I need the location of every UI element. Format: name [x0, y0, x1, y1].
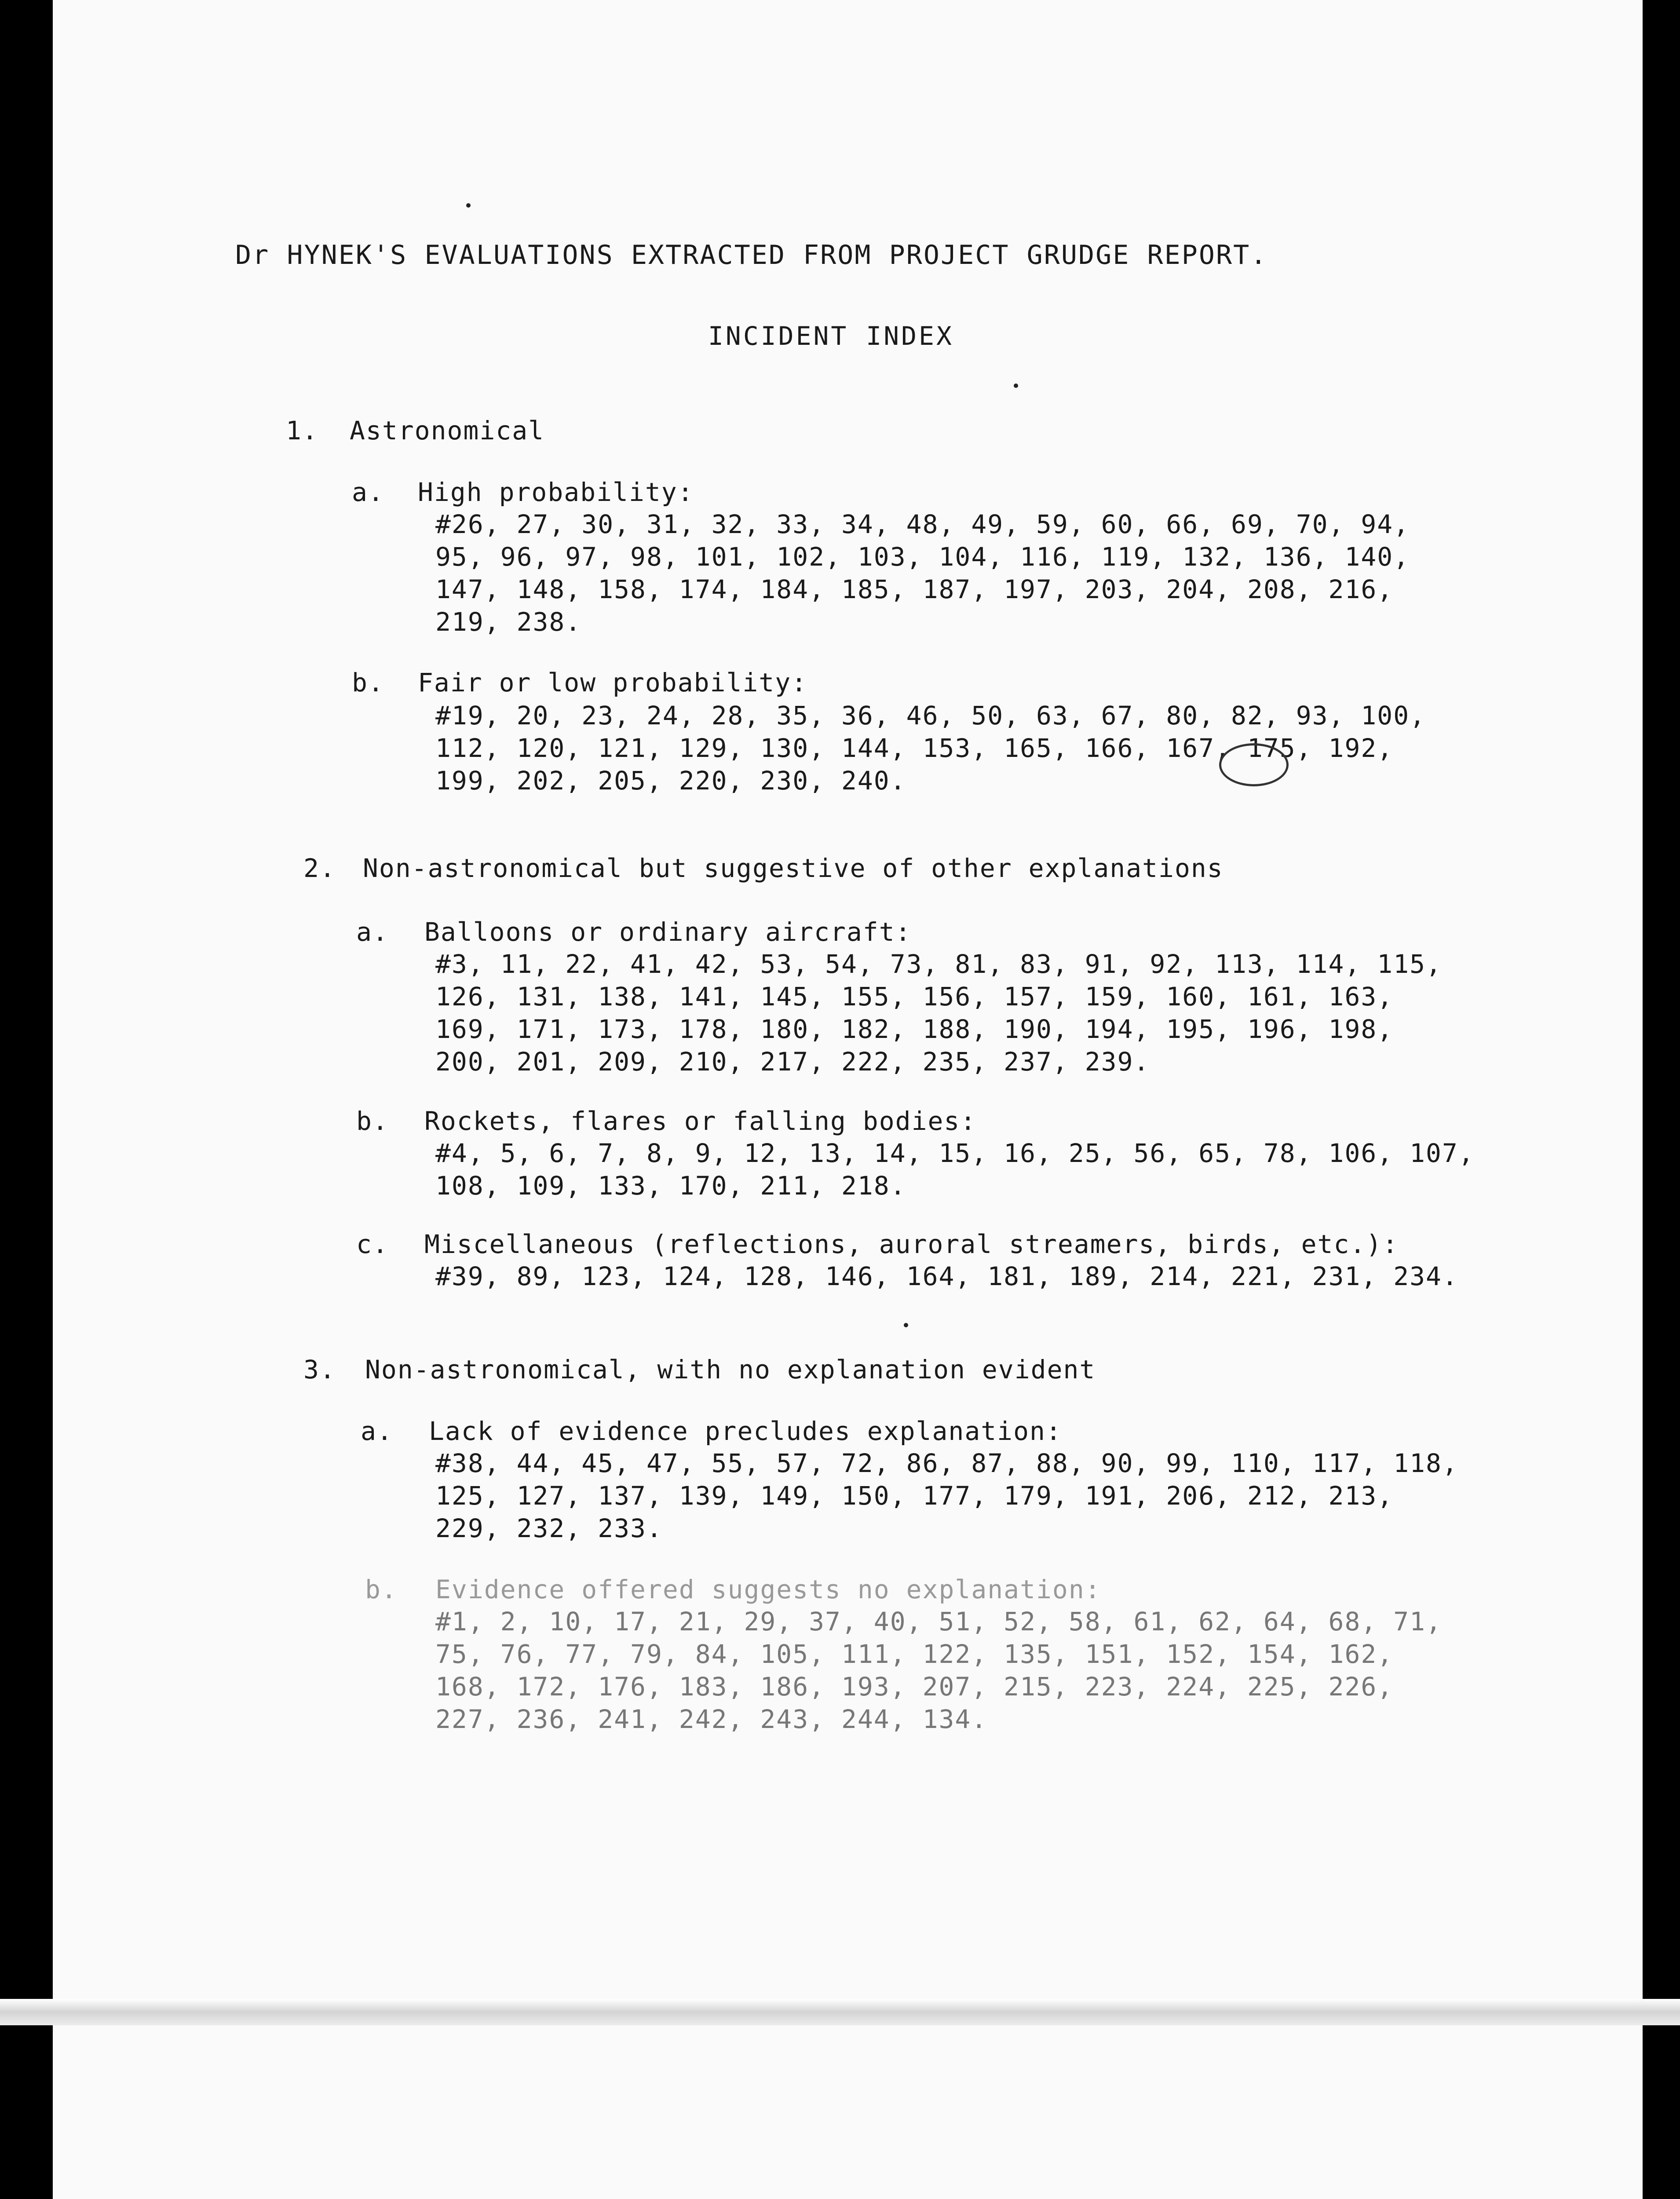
incident-list-line: 108, 109, 133, 170, 211, 218.	[435, 1171, 906, 1201]
incident-list-line: 168, 172, 176, 183, 186, 193, 207, 215, 223, 224, 225, 226,	[435, 1672, 1394, 1702]
incident-list-line: #1, 2, 10, 17, 21, 29, 37, 40, 51, 52, 58, 61, 62, 64, 68, 71,	[435, 1607, 1442, 1636]
incident-list-line: 147, 148, 158, 174, 184, 185, 187, 197, 203, 204, 208, 216,	[435, 574, 1394, 604]
section-3b-label: Evidence offered suggests no explanation:	[435, 1574, 1101, 1604]
scan-border	[1643, 0, 1680, 2199]
hand-drawn-circle-mark	[1219, 743, 1289, 786]
incident-list-line: #19, 20, 23, 24, 28, 35, 36, 46, 50, 63, 67, 80, 82, 93, 100,	[435, 701, 1426, 731]
section-3a-letter: a.	[361, 1416, 393, 1446]
section-1b-letter: b.	[352, 668, 384, 698]
section-2-number: 2.	[303, 853, 336, 883]
incident-list-line: 126, 131, 138, 141, 145, 155, 156, 157, 159, 160, 161, 163,	[435, 982, 1394, 1012]
section-2b-letter: b.	[356, 1106, 389, 1136]
incident-list-line: #26, 27, 30, 31, 32, 33, 34, 48, 49, 59, 60, 66, 69, 70, 94,	[435, 509, 1410, 539]
incident-list-line: 75, 76, 77, 79, 84, 105, 111, 122, 135, 151, 152, 154, 162,	[435, 1639, 1394, 1669]
section-2-heading: Non-astronomical but suggestive of other explanations	[363, 853, 1223, 883]
incident-list-line: 169, 171, 173, 178, 180, 182, 188, 190, 194, 195, 196, 198,	[435, 1014, 1394, 1044]
section-3-heading: Non-astronomical, with no explanation evident	[365, 1355, 1096, 1384]
section-1-heading: Astronomical	[350, 416, 545, 446]
document-subtitle: INCIDENT INDEX	[708, 321, 954, 351]
incident-list-line: 200, 201, 209, 210, 217, 222, 235, 237, 239.	[435, 1047, 1150, 1077]
section-2a-letter: a.	[356, 917, 389, 947]
incident-list-line: 125, 127, 137, 139, 149, 150, 177, 179, 191, 206, 212, 213,	[435, 1481, 1394, 1511]
scan-fold-band	[0, 1999, 1680, 2025]
section-2c-letter: c.	[356, 1229, 389, 1259]
section-1a-label: High probability:	[418, 477, 694, 507]
section-1a-letter: a.	[352, 477, 384, 507]
incident-list-line: #38, 44, 45, 47, 55, 57, 72, 86, 87, 88, 90, 99, 110, 117, 118,	[435, 1448, 1458, 1478]
incident-list-line: 95, 96, 97, 98, 101, 102, 103, 104, 116, 119, 132, 136, 140,	[435, 542, 1410, 572]
section-3-number: 3.	[303, 1355, 336, 1384]
scan-speck	[1014, 384, 1018, 388]
scan-speck	[904, 1323, 908, 1327]
incident-list-line: #4, 5, 6, 7, 8, 9, 12, 13, 14, 15, 16, 25, 56, 65, 78, 106, 107,	[435, 1138, 1475, 1168]
section-1b-label: Fair or low probability:	[418, 668, 808, 698]
section-2b-label: Rockets, flares or falling bodies:	[424, 1106, 977, 1136]
incident-list-line: #3, 11, 22, 41, 42, 53, 54, 73, 81, 83, 91, 92, 113, 114, 115,	[435, 949, 1442, 979]
scan-speck	[466, 203, 471, 208]
incident-list-line: 199, 202, 205, 220, 230, 240.	[435, 766, 906, 796]
section-3b-letter: b.	[365, 1574, 398, 1604]
section-1-number: 1.	[286, 416, 318, 446]
incident-list-line: 112, 120, 121, 129, 130, 144, 153, 165, 166, 167, 175, 192,	[435, 733, 1394, 763]
section-3a-label: Lack of evidence precludes explanation:	[429, 1416, 1062, 1446]
section-2a-label: Balloons or ordinary aircraft:	[424, 917, 912, 947]
section-2c-label: Miscellaneous (reflections, auroral streamers, birds, etc.):	[424, 1229, 1399, 1259]
incident-list-line: 219, 238.	[435, 607, 582, 637]
document-title: Dr HYNEK'S EVALUATIONS EXTRACTED FROM PROJECT GRUDGE REPORT.	[235, 240, 1268, 270]
incident-list-line: #39, 89, 123, 124, 128, 146, 164, 181, 189, 214, 221, 231, 234.	[435, 1261, 1458, 1291]
incident-list-line: 229, 232, 233.	[435, 1513, 663, 1543]
incident-list-line: 227, 236, 241, 242, 243, 244, 134.	[435, 1704, 988, 1734]
